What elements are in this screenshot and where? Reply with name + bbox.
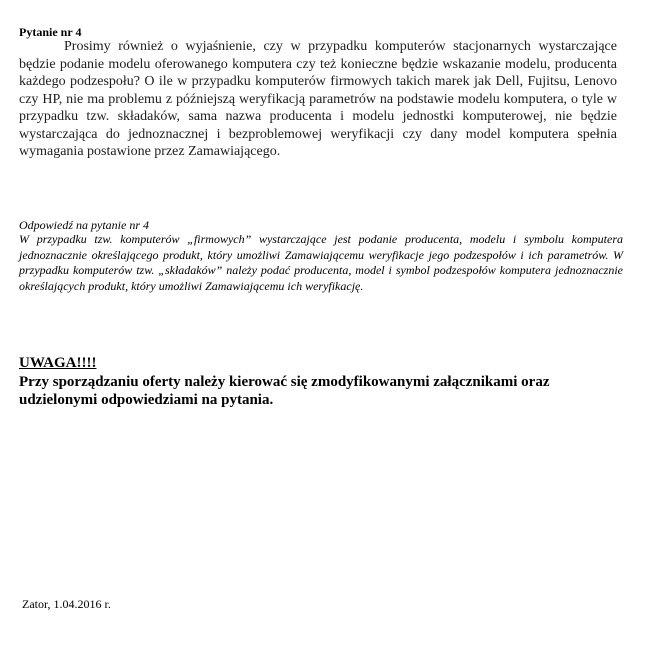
footer-date: Zator, 1.04.2016 r. <box>22 597 111 611</box>
answer-body: W przypadku tzw. komputerów „firmowych” wystarczające jest podanie producenta, modelu i symbolu komputera jednoznacznie określającego produkt, który umożliwi Zamawiającemu weryfikacje jego podzespołów i ich parametrów. W przypadku komputerów tzw. „składaków” należy podać producenta, model i symbol podzespołów komputera jednoznacznie określających produkt, który umożliwi Zamawiającemu ich weryfikację. <box>19 232 623 293</box>
notice-title: UWAGA!!!! <box>19 355 97 371</box>
notice-body: Przy sporządzaniu oferty należy kierować się zmodyfikowanymi załącznikami oraz udzielonymi odpowiedziami na pytania. <box>19 374 550 408</box>
question-body: Prosimy również o wyjaśnienie, czy w przypadku komputerów stacjonarnych wystarczające będzie podanie modelu oferowanego komputera czy też konieczne będzie wskazanie modelu, producenta każdego podzespołu? O ile w przypadku komputerów firmowych takich marek jak Dell, Fujitsu, Lenovo czy HP, nie ma problemu z późniejszą weryfikacją parametrów na podstawie modelu komputera, o tyle w przypadku tzw. składaków, sama nazwa producenta i modelu jednostki komputerowej, nie będzie wystarczająca do jednoznacznej i bezproblemowej weryfikacji czy dany model komputera spełnia wymagania postawione przez Zamawiającego. <box>19 39 617 159</box>
question-title: Pytanie nr 4 <box>19 25 82 39</box>
answer-title: Odpowiedź na pytanie nr 4 <box>19 218 149 232</box>
